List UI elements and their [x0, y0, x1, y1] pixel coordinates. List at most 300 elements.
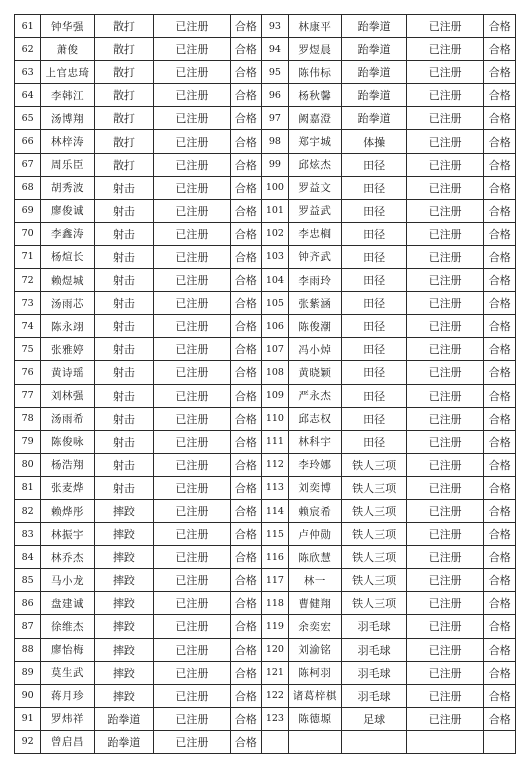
cell-left-number: 81	[15, 476, 41, 499]
cell-right-name: 林康平	[288, 15, 341, 38]
cell-right-number: 117	[262, 569, 289, 592]
cell-right-number: 94	[262, 38, 289, 61]
cell-left-number: 62	[15, 38, 41, 61]
cell-right-status: 已注册	[406, 269, 483, 292]
cell-left-status: 已注册	[154, 130, 230, 153]
cell-left-result: 合格	[230, 430, 261, 453]
cell-right-status: 已注册	[406, 523, 483, 546]
cell-left-name: 刘林强	[41, 384, 94, 407]
cell-right-status: 已注册	[406, 499, 483, 522]
cell-right-result: 合格	[484, 615, 516, 638]
cell-left-result: 合格	[230, 707, 261, 730]
cell-left-name: 廖俊诚	[41, 199, 94, 222]
cell-right-name: 邱炫杰	[288, 153, 341, 176]
cell-left-event: 散打	[94, 84, 153, 107]
table-row	[15, 661, 516, 684]
cell-right-status: 已注册	[406, 546, 483, 569]
cell-right-number: 123	[262, 707, 289, 730]
cell-left-number: 70	[15, 222, 41, 245]
cell-left-number: 86	[15, 592, 41, 615]
table-row	[15, 176, 516, 199]
cell-left-event: 射击	[94, 407, 153, 430]
cell-right-name: 李玲娜	[288, 453, 341, 476]
cell-right-result: 合格	[484, 199, 516, 222]
cell-left-name: 张麦烨	[41, 476, 94, 499]
cell-right-status: 已注册	[406, 407, 483, 430]
cell-left-event: 射击	[94, 338, 153, 361]
table-row	[15, 61, 516, 84]
cell-right-event: 羽毛球	[342, 684, 407, 707]
cell-right-name: 黄晓颖	[288, 361, 341, 384]
cell-right-event: 田径	[342, 199, 407, 222]
cell-left-name: 周乐臣	[41, 153, 94, 176]
cell-right-event: 跆拳道	[342, 107, 407, 130]
cell-right-status: 已注册	[406, 84, 483, 107]
cell-right-status: 已注册	[406, 384, 483, 407]
cell-right-event: 田径	[342, 315, 407, 338]
cell-right-number: 110	[262, 407, 289, 430]
cell-left-name: 蒋月珍	[41, 684, 94, 707]
cell-left-event: 摔跤	[94, 546, 153, 569]
cell-left-number: 88	[15, 638, 41, 661]
cell-left-status: 已注册	[154, 615, 230, 638]
cell-right-result: 合格	[484, 430, 516, 453]
cell-left-name: 杨煊长	[41, 245, 94, 268]
cell-right-number: 108	[262, 361, 289, 384]
cell-left-name: 陈俊咏	[41, 430, 94, 453]
cell-right-name: 郑宇城	[288, 130, 341, 153]
cell-right-result: 合格	[484, 315, 516, 338]
cell-right-number: 101	[262, 199, 289, 222]
cell-left-number: 73	[15, 292, 41, 315]
cell-right-status: 已注册	[406, 38, 483, 61]
cell-right-result: 合格	[484, 592, 516, 615]
cell-left-number: 61	[15, 15, 41, 38]
cell-left-name: 李韩江	[41, 84, 94, 107]
cell-left-status: 已注册	[154, 569, 230, 592]
table-row	[15, 684, 516, 707]
cell-left-status: 已注册	[154, 707, 230, 730]
cell-right-number: 118	[262, 592, 289, 615]
cell-left-number: 63	[15, 61, 41, 84]
cell-right-event: 铁人三项	[342, 569, 407, 592]
cell-left-number: 68	[15, 176, 41, 199]
cell-right-status: 已注册	[406, 453, 483, 476]
cell-right-name: 林科宇	[288, 430, 341, 453]
cell-right-status: 已注册	[406, 315, 483, 338]
cell-left-status: 已注册	[154, 661, 230, 684]
cell-right-result: 合格	[484, 569, 516, 592]
table-row	[15, 361, 516, 384]
cell-left-result: 合格	[230, 176, 261, 199]
cell-left-number: 64	[15, 84, 41, 107]
cell-right-result: 合格	[484, 661, 516, 684]
cell-right-number: 99	[262, 153, 289, 176]
cell-left-status: 已注册	[154, 84, 230, 107]
cell-right-number: 105	[262, 292, 289, 315]
cell-left-number: 84	[15, 546, 41, 569]
cell-left-result: 合格	[230, 38, 261, 61]
cell-right-event: 田径	[342, 338, 407, 361]
cell-left-number: 72	[15, 269, 41, 292]
cell-right-result: 合格	[484, 638, 516, 661]
cell-left-event: 散打	[94, 15, 153, 38]
cell-left-event: 散打	[94, 107, 153, 130]
cell-left-status: 已注册	[154, 546, 230, 569]
cell-left-number: 80	[15, 453, 41, 476]
cell-right-name: 李雨玲	[288, 269, 341, 292]
cell-left-result: 合格	[230, 499, 261, 522]
cell-left-status: 已注册	[154, 476, 230, 499]
cell-left-name: 汤雨希	[41, 407, 94, 430]
cell-left-name: 莫生武	[41, 661, 94, 684]
table-row	[15, 615, 516, 638]
cell-left-status: 已注册	[154, 176, 230, 199]
cell-right-event: 田径	[342, 407, 407, 430]
cell-left-result: 合格	[230, 615, 261, 638]
cell-left-name: 廖怡梅	[41, 638, 94, 661]
cell-left-number: 91	[15, 707, 41, 730]
cell-right-event: 铁人三项	[342, 523, 407, 546]
cell-right-result: 合格	[484, 222, 516, 245]
cell-right-status: 已注册	[406, 615, 483, 638]
cell-left-event: 射击	[94, 292, 153, 315]
cell-left-event: 射击	[94, 453, 153, 476]
cell-left-name: 徐维杰	[41, 615, 94, 638]
table-row	[15, 315, 516, 338]
cell-right-number: 116	[262, 546, 289, 569]
cell-right-result: 合格	[484, 245, 516, 268]
cell-right-status: 已注册	[406, 338, 483, 361]
table-row	[15, 269, 516, 292]
cell-right-event: 铁人三项	[342, 592, 407, 615]
cell-left-event: 散打	[94, 61, 153, 84]
table-row	[15, 245, 516, 268]
cell-left-name: 张雅婷	[41, 338, 94, 361]
cell-left-event: 摔跤	[94, 638, 153, 661]
cell-right-status	[406, 730, 483, 753]
cell-left-name: 林振宇	[41, 523, 94, 546]
cell-right-result: 合格	[484, 384, 516, 407]
cell-right-name: 林一	[288, 569, 341, 592]
cell-left-event: 射击	[94, 269, 153, 292]
cell-right-event: 田径	[342, 153, 407, 176]
table-row	[15, 476, 516, 499]
cell-left-number: 75	[15, 338, 41, 361]
cell-left-result: 合格	[230, 245, 261, 268]
cell-right-name: 罗益文	[288, 176, 341, 199]
cell-left-name: 胡秀波	[41, 176, 94, 199]
cell-right-number: 104	[262, 269, 289, 292]
cell-right-name: 诸葛梓棋	[288, 684, 341, 707]
cell-right-result	[484, 730, 516, 753]
cell-left-result: 合格	[230, 15, 261, 38]
cell-left-event: 射击	[94, 222, 153, 245]
cell-right-number: 98	[262, 130, 289, 153]
table-row	[15, 407, 516, 430]
table-row	[15, 499, 516, 522]
cell-right-event: 田径	[342, 245, 407, 268]
cell-right-event: 田径	[342, 222, 407, 245]
cell-left-result: 合格	[230, 107, 261, 130]
cell-left-event: 摔跤	[94, 661, 153, 684]
cell-left-name: 林梓涛	[41, 130, 94, 153]
cell-left-event: 摔跤	[94, 523, 153, 546]
cell-right-status: 已注册	[406, 61, 483, 84]
cell-right-result: 合格	[484, 407, 516, 430]
cell-right-status: 已注册	[406, 569, 483, 592]
cell-left-status: 已注册	[154, 107, 230, 130]
cell-right-status: 已注册	[406, 661, 483, 684]
cell-left-name: 钟华强	[41, 15, 94, 38]
cell-right-status: 已注册	[406, 476, 483, 499]
table-row	[15, 153, 516, 176]
cell-left-name: 赖煜城	[41, 269, 94, 292]
cell-right-event: 跆拳道	[342, 84, 407, 107]
table-row	[15, 569, 516, 592]
cell-left-name: 曾启昌	[41, 730, 94, 753]
cell-right-name: 刘渝铭	[288, 638, 341, 661]
cell-left-event: 摔跤	[94, 684, 153, 707]
cell-right-event: 足球	[342, 707, 407, 730]
table-row	[15, 730, 516, 753]
cell-right-result: 合格	[484, 684, 516, 707]
cell-right-number: 106	[262, 315, 289, 338]
table-row	[15, 15, 516, 38]
cell-left-name: 汤博翔	[41, 107, 94, 130]
cell-right-event: 田径	[342, 176, 407, 199]
cell-right-result: 合格	[484, 61, 516, 84]
cell-right-result: 合格	[484, 84, 516, 107]
cell-right-event: 跆拳道	[342, 61, 407, 84]
cell-right-number	[262, 730, 289, 753]
cell-left-name: 马小龙	[41, 569, 94, 592]
cell-right-result: 合格	[484, 707, 516, 730]
cell-left-result: 合格	[230, 569, 261, 592]
cell-left-event: 散打	[94, 130, 153, 153]
cell-left-result: 合格	[230, 130, 261, 153]
cell-left-name: 林乔杰	[41, 546, 94, 569]
cell-left-name: 杨浩翔	[41, 453, 94, 476]
cell-right-number: 111	[262, 430, 289, 453]
cell-left-number: 66	[15, 130, 41, 153]
cell-left-result: 合格	[230, 315, 261, 338]
cell-left-event: 射击	[94, 315, 153, 338]
cell-left-number: 76	[15, 361, 41, 384]
cell-right-number: 103	[262, 245, 289, 268]
cell-left-event: 散打	[94, 153, 153, 176]
cell-right-number: 97	[262, 107, 289, 130]
athlete-registration-table	[14, 14, 516, 754]
cell-right-status: 已注册	[406, 107, 483, 130]
cell-left-name: 盘建诚	[41, 592, 94, 615]
cell-left-result: 合格	[230, 153, 261, 176]
cell-right-result: 合格	[484, 476, 516, 499]
cell-right-result: 合格	[484, 546, 516, 569]
cell-left-result: 合格	[230, 361, 261, 384]
cell-left-number: 89	[15, 661, 41, 684]
cell-right-result: 合格	[484, 292, 516, 315]
cell-right-result: 合格	[484, 269, 516, 292]
cell-right-event	[342, 730, 407, 753]
cell-right-status: 已注册	[406, 592, 483, 615]
cell-left-status: 已注册	[154, 292, 230, 315]
cell-left-name: 上官忠琦	[41, 61, 94, 84]
cell-right-event: 铁人三项	[342, 453, 407, 476]
cell-right-number: 107	[262, 338, 289, 361]
cell-left-status: 已注册	[154, 153, 230, 176]
cell-right-number: 119	[262, 615, 289, 638]
cell-left-event: 摔跤	[94, 499, 153, 522]
cell-right-name	[288, 730, 341, 753]
cell-right-result: 合格	[484, 153, 516, 176]
cell-left-status: 已注册	[154, 269, 230, 292]
cell-right-status: 已注册	[406, 15, 483, 38]
cell-left-status: 已注册	[154, 453, 230, 476]
cell-left-number: 82	[15, 499, 41, 522]
cell-left-number: 71	[15, 245, 41, 268]
cell-left-name: 萧俊	[41, 38, 94, 61]
cell-right-status: 已注册	[406, 176, 483, 199]
cell-left-result: 合格	[230, 661, 261, 684]
cell-left-number: 77	[15, 384, 41, 407]
cell-right-number: 109	[262, 384, 289, 407]
cell-left-name: 陈永翊	[41, 315, 94, 338]
table-row	[15, 384, 516, 407]
cell-right-event: 田径	[342, 269, 407, 292]
cell-right-name: 陈俊潮	[288, 315, 341, 338]
cell-right-status: 已注册	[406, 153, 483, 176]
cell-left-number: 87	[15, 615, 41, 638]
cell-left-status: 已注册	[154, 15, 230, 38]
cell-left-event: 跆拳道	[94, 730, 153, 753]
table-row	[15, 199, 516, 222]
cell-left-status: 已注册	[154, 684, 230, 707]
cell-right-result: 合格	[484, 523, 516, 546]
cell-right-number: 122	[262, 684, 289, 707]
cell-left-event: 射击	[94, 176, 153, 199]
cell-right-event: 田径	[342, 430, 407, 453]
cell-right-name: 陈柯羽	[288, 661, 341, 684]
cell-left-event: 射击	[94, 384, 153, 407]
cell-left-event: 射击	[94, 430, 153, 453]
cell-right-name: 杨秋馨	[288, 84, 341, 107]
cell-right-event: 铁人三项	[342, 546, 407, 569]
cell-right-name: 陈伟标	[288, 61, 341, 84]
cell-right-result: 合格	[484, 338, 516, 361]
cell-right-result: 合格	[484, 38, 516, 61]
cell-left-event: 跆拳道	[94, 707, 153, 730]
cell-left-result: 合格	[230, 684, 261, 707]
cell-right-name: 严永杰	[288, 384, 341, 407]
cell-right-status: 已注册	[406, 684, 483, 707]
cell-right-event: 羽毛球	[342, 615, 407, 638]
table-row	[15, 453, 516, 476]
cell-left-event: 摔跤	[94, 569, 153, 592]
cell-right-event: 跆拳道	[342, 38, 407, 61]
cell-right-result: 合格	[484, 176, 516, 199]
cell-right-name: 赖宸希	[288, 499, 341, 522]
cell-right-status: 已注册	[406, 245, 483, 268]
table-row	[15, 592, 516, 615]
table-row	[15, 707, 516, 730]
cell-left-status: 已注册	[154, 199, 230, 222]
cell-right-result: 合格	[484, 15, 516, 38]
table-row	[15, 292, 516, 315]
cell-left-event: 射击	[94, 361, 153, 384]
cell-right-name: 陈德塬	[288, 707, 341, 730]
cell-right-name: 钟齐武	[288, 245, 341, 268]
cell-left-number: 67	[15, 153, 41, 176]
cell-left-result: 合格	[230, 384, 261, 407]
table-row	[15, 107, 516, 130]
table-row	[15, 338, 516, 361]
cell-left-number: 83	[15, 523, 41, 546]
cell-left-status: 已注册	[154, 315, 230, 338]
cell-right-status: 已注册	[406, 130, 483, 153]
cell-right-status: 已注册	[406, 430, 483, 453]
cell-left-result: 合格	[230, 407, 261, 430]
cell-left-event: 摔跤	[94, 592, 153, 615]
cell-right-event: 铁人三项	[342, 476, 407, 499]
table-row	[15, 546, 516, 569]
cell-right-name: 罗煜晨	[288, 38, 341, 61]
cell-left-name: 赖烨彤	[41, 499, 94, 522]
cell-left-result: 合格	[230, 338, 261, 361]
table-row	[15, 430, 516, 453]
cell-left-result: 合格	[230, 61, 261, 84]
cell-right-result: 合格	[484, 499, 516, 522]
cell-right-name: 冯小焯	[288, 338, 341, 361]
cell-left-number: 69	[15, 199, 41, 222]
cell-right-status: 已注册	[406, 292, 483, 315]
cell-left-number: 78	[15, 407, 41, 430]
cell-right-number: 121	[262, 661, 289, 684]
cell-left-number: 90	[15, 684, 41, 707]
cell-left-result: 合格	[230, 546, 261, 569]
table-row	[15, 84, 516, 107]
cell-left-result: 合格	[230, 292, 261, 315]
cell-right-name: 李忠榈	[288, 222, 341, 245]
cell-right-status: 已注册	[406, 707, 483, 730]
cell-right-event: 体操	[342, 130, 407, 153]
cell-left-status: 已注册	[154, 384, 230, 407]
cell-left-status: 已注册	[154, 499, 230, 522]
cell-right-result: 合格	[484, 361, 516, 384]
cell-left-status: 已注册	[154, 222, 230, 245]
cell-right-event: 羽毛球	[342, 638, 407, 661]
table-row	[15, 523, 516, 546]
cell-left-name: 汤雨芯	[41, 292, 94, 315]
cell-left-result: 合格	[230, 222, 261, 245]
cell-right-event: 跆拳道	[342, 15, 407, 38]
table-body	[15, 15, 516, 754]
cell-right-result: 合格	[484, 130, 516, 153]
table-row	[15, 638, 516, 661]
cell-right-status: 已注册	[406, 638, 483, 661]
cell-right-number: 114	[262, 499, 289, 522]
cell-right-number: 102	[262, 222, 289, 245]
cell-right-status: 已注册	[406, 222, 483, 245]
cell-right-event: 田径	[342, 361, 407, 384]
cell-left-result: 合格	[230, 84, 261, 107]
cell-right-result: 合格	[484, 453, 516, 476]
cell-right-number: 100	[262, 176, 289, 199]
cell-left-status: 已注册	[154, 592, 230, 615]
cell-right-name: 邱志权	[288, 407, 341, 430]
cell-left-status: 已注册	[154, 245, 230, 268]
cell-right-name: 罗益武	[288, 199, 341, 222]
